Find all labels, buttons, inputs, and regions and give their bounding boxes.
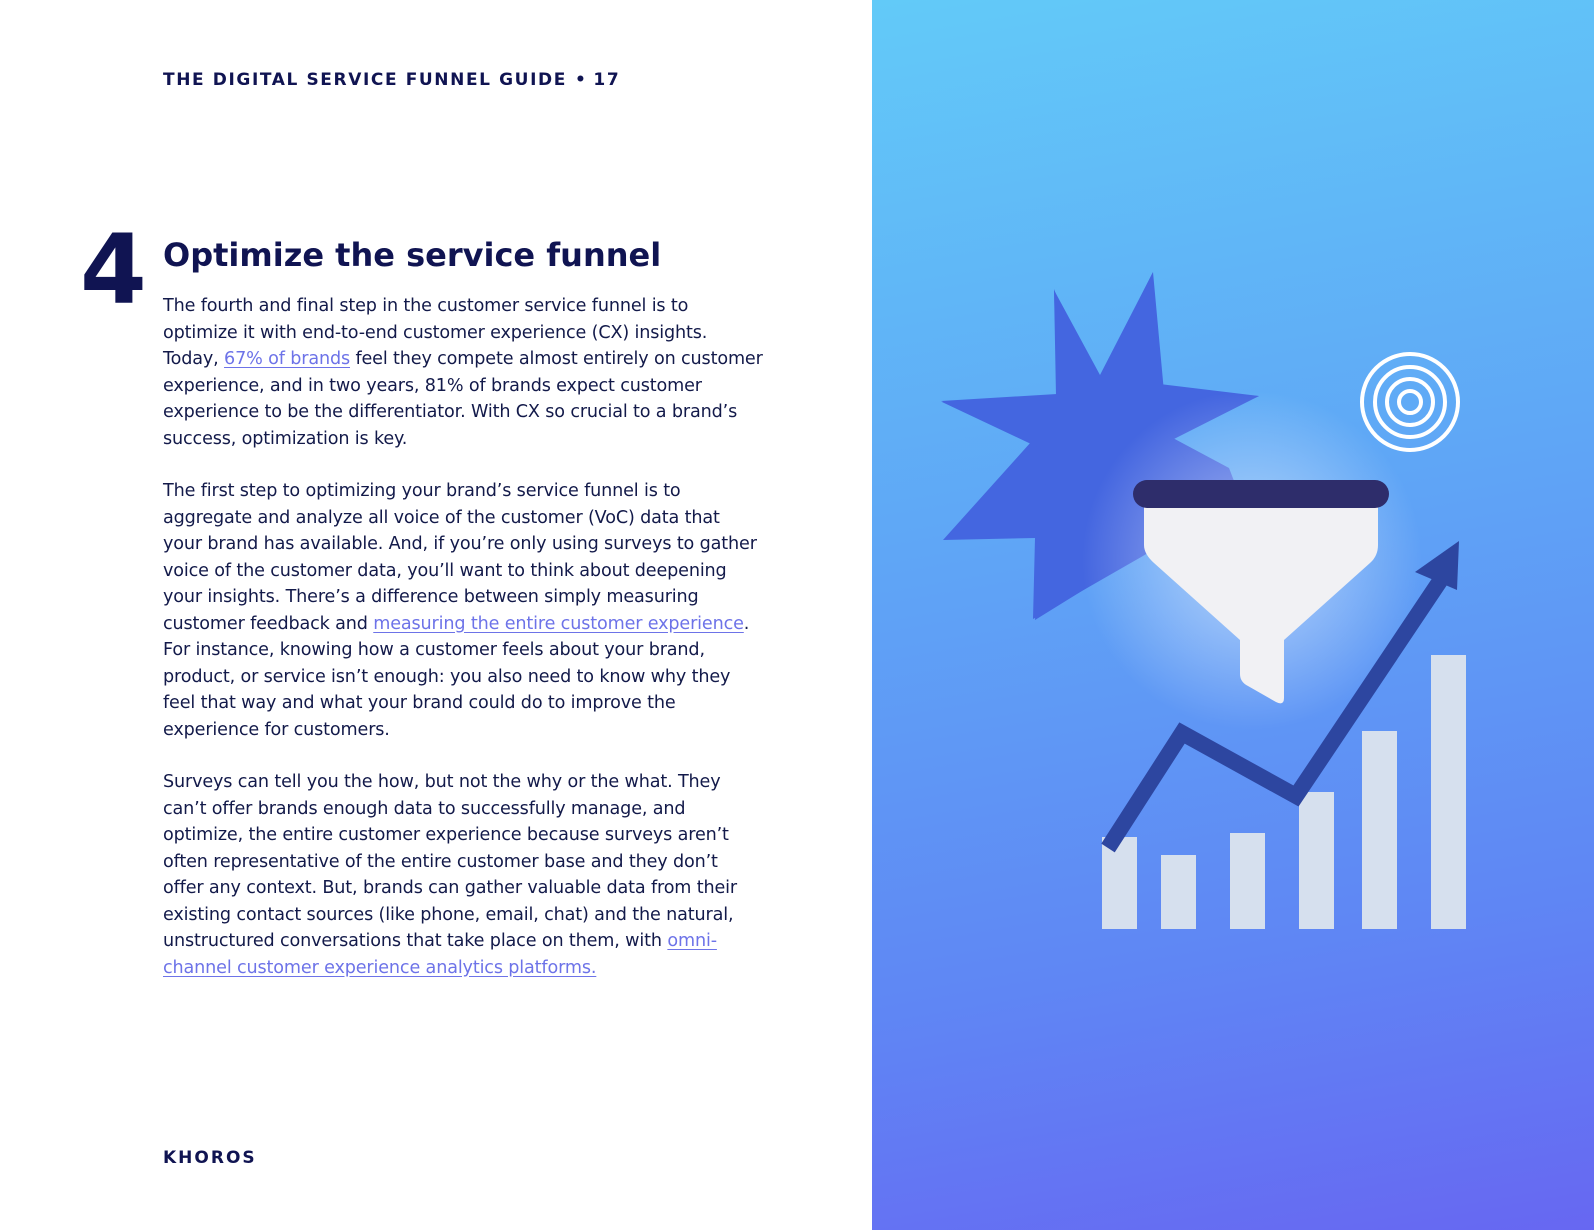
analytics-platforms-link[interactable]: omni-channel customer experience analytics platforms. bbox=[163, 931, 717, 978]
body-copy bbox=[163, 293, 763, 1007]
page-number: 17 bbox=[593, 70, 621, 90]
paragraph-3 bbox=[163, 769, 763, 981]
brand-logo-text: KHOROS bbox=[163, 1148, 257, 1168]
paragraph-1-text-b: feel they compete almost entirely on customer experience, and in two years, 81% of brands expect customer experience to be the differentiator. With CX so crucial to a brand’s success, optimization is key. bbox=[163, 349, 763, 449]
measuring-cx-link[interactable]: measuring the entire customer experience bbox=[373, 613, 744, 634]
paragraph-3-text-a: Surveys can tell you the how, but not the why or the what. They can’t offer brands enough data to successfully manage, and optimize, the entire customer experience because surveys aren’t often representative of the entire customer base and they don’t offer any context. But, brands can gather valuable data from their existing contact sources (like phone, email, chat) and the natural, unstructured conversations that take place on them, with bbox=[163, 772, 737, 951]
paragraph-2 bbox=[163, 478, 763, 743]
target-icon bbox=[1362, 354, 1458, 450]
paragraph-1-text-a: The fourth and final step in the customer service funnel is to optimize it with end-to-end customer experience (CX) insights. Today, bbox=[163, 296, 708, 369]
paragraph-1 bbox=[163, 293, 763, 452]
section-title: Optimize the service funnel bbox=[163, 236, 662, 274]
paragraph-2-text-b: . For instance, knowing how a customer feels about your brand, product, or service isn’t enough: you also need to know why they feel that way and what your brand could do to improve the experience for customers. bbox=[163, 613, 750, 740]
illustration bbox=[872, 0, 1594, 1230]
header-separator: • bbox=[574, 70, 588, 90]
page-header bbox=[163, 70, 620, 90]
paragraph-2-text-a: The first step to optimizing your brand’s service funnel is to aggregate and analyze all voice of the customer (VoC) data that your brand has available. And, if you’re only using surveys to gather voice of the customer data, you’ll want to think about deepening your insights. There’s a difference between simply measuring customer feedback and bbox=[163, 481, 757, 634]
brands-stat-link[interactable]: 67% of brands bbox=[224, 349, 350, 369]
guide-title: THE DIGITAL SERVICE FUNNEL GUIDE bbox=[163, 70, 567, 90]
step-number: 4 bbox=[80, 214, 143, 326]
illustration-panel bbox=[872, 0, 1594, 1230]
